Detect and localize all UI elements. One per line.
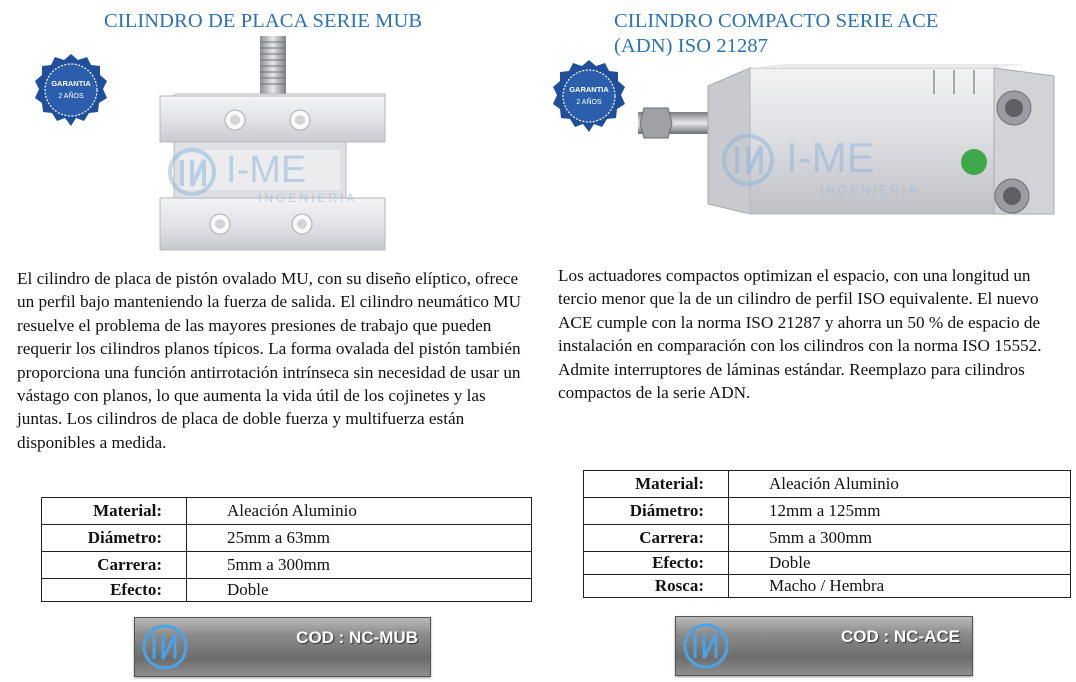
product-title-line1: CILINDRO COMPACTO SERIE ACE bbox=[614, 10, 939, 32]
spec-table bbox=[41, 497, 532, 602]
spec-key: Material: bbox=[584, 471, 729, 498]
product-description: Los actuadores compactos optimizan el espacio, con una longitud un tercio menor que la de un cilindro de perfil ISO equivalente. El nuevo ACE cumple con la norma ISO 21287 y ahorra un 50 % de espacio de instalación en comparación con los cilindros con la norma ISO 15552. Admite interruptores de láminas estándar. Reemplazo para cilindros compactos de la serie ADN. bbox=[558, 266, 1042, 403]
product-title: CILINDRO DE PLACA SERIE MUB bbox=[104, 10, 423, 32]
spec-value: 5mm a 300mm bbox=[729, 525, 1071, 552]
spec-key: Carrera: bbox=[584, 525, 729, 552]
spec-key: Efecto: bbox=[584, 552, 729, 575]
badge-line1: GARANTIA bbox=[569, 85, 609, 94]
warranty-badge-icon bbox=[550, 58, 628, 136]
spec-row bbox=[584, 471, 1071, 498]
product-description: El cilindro de placa de pistón ovalado MU, con su diseño elíptico, ofrece un perfil bajo manteniendo la fuerza de salida. El cilindro neumático MU resuelve el problema de las mayores presiones de trabajo que pueden requerir los cilindros planos típicos. La forma ovalada del pistón también proporciona una función antirrotación intrínseca sin necesidad de usar un vástago con planos, lo que aumenta la vida útil de los cojinetes y las juntas. Los cilindros de placa de doble fuerza y multifuerza están disponibles a medida. bbox=[17, 269, 521, 452]
spec-row bbox=[584, 552, 1071, 575]
spec-key: Diámetro: bbox=[42, 525, 187, 552]
badge-line1: GARANTIA bbox=[51, 79, 91, 88]
spec-value: 5mm a 300mm bbox=[187, 552, 532, 579]
spec-value: Doble bbox=[187, 579, 532, 602]
spec-value: 25mm a 63mm bbox=[187, 525, 532, 552]
spec-row bbox=[584, 575, 1071, 598]
compact-cylinder-image bbox=[634, 64, 1074, 224]
spec-row bbox=[42, 525, 532, 552]
spec-value: Macho / Hembra bbox=[729, 575, 1071, 598]
spec-key: Diámetro: bbox=[584, 498, 729, 525]
watermark-brand: I-ME bbox=[786, 134, 875, 181]
spec-row bbox=[42, 498, 532, 525]
spec-key: Material: bbox=[42, 498, 187, 525]
ime-logo-icon bbox=[680, 620, 732, 672]
watermark-sub: INGENIERIA bbox=[820, 183, 920, 197]
spec-value: Aleación Aluminio bbox=[729, 471, 1071, 498]
spec-table bbox=[583, 470, 1071, 598]
spec-row bbox=[42, 552, 532, 579]
spec-key: Carrera: bbox=[42, 552, 187, 579]
ime-logo-icon bbox=[139, 621, 191, 673]
spec-key: Rosca: bbox=[584, 575, 729, 598]
spec-row bbox=[584, 498, 1071, 525]
product-code-button[interactable] bbox=[134, 617, 431, 677]
product-code: COD : NC-MUB bbox=[296, 628, 418, 647]
spec-value: 12mm a 125mm bbox=[729, 498, 1071, 525]
watermark-brand: I-ME bbox=[226, 149, 307, 191]
product-title bbox=[614, 9, 938, 59]
badge-line2: 2 AÑOS bbox=[576, 99, 602, 106]
warranty-badge-icon bbox=[32, 52, 110, 130]
spec-value: Aleación Aluminio bbox=[187, 498, 532, 525]
spec-key: Efecto: bbox=[42, 579, 187, 602]
spec-row bbox=[42, 579, 532, 602]
product-title-line2: (ADN) ISO 21287 bbox=[614, 35, 769, 57]
watermark-sub: INGENIERIA bbox=[258, 191, 358, 205]
plate-cylinder-image bbox=[150, 34, 390, 252]
product-code-button[interactable] bbox=[675, 616, 973, 676]
product-code: COD : NC-ACE bbox=[841, 627, 960, 646]
spec-row bbox=[584, 525, 1071, 552]
spec-value: Doble bbox=[729, 552, 1071, 575]
badge-line2: 2 AÑOS bbox=[58, 93, 84, 100]
